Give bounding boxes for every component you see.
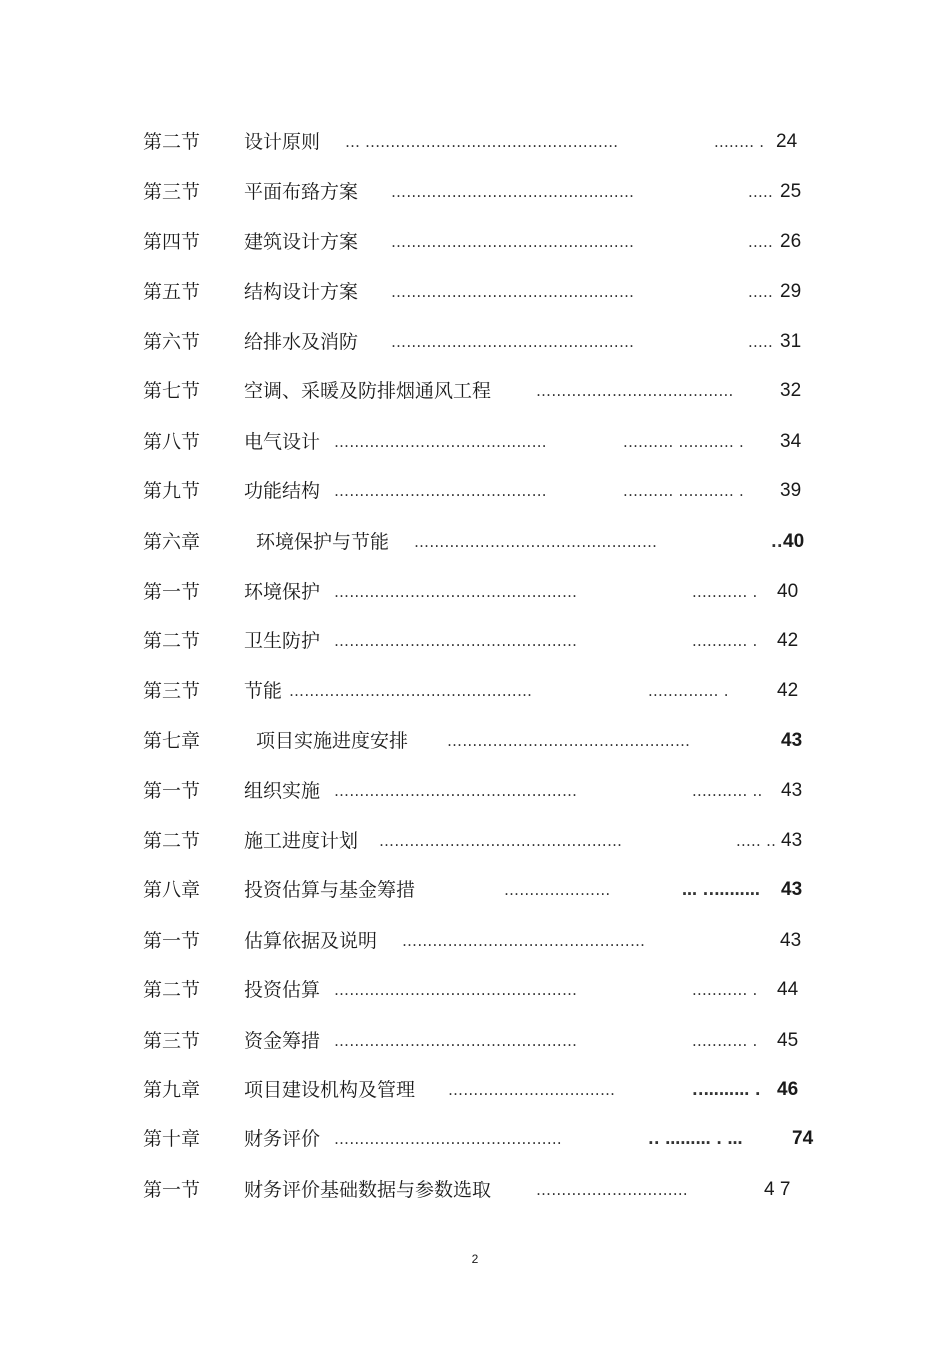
toc-entry-page: 43 <box>781 780 803 801</box>
toc-entry-title: 设计原则 <box>244 131 321 153</box>
toc-entry <box>0 926 950 956</box>
toc-entry-title: 卫生防护 <box>244 630 321 652</box>
toc-entry-label: 第二节 <box>143 830 201 852</box>
toc-entry-title: 平面布臵方案 <box>244 181 359 203</box>
toc-leader-dots: …………………………… <box>448 1081 616 1099</box>
toc-leader-dots: ………………………………………… <box>391 283 635 301</box>
toc-entry-page: 43 <box>781 879 803 900</box>
toc-entry-page: 45 <box>777 1030 799 1051</box>
toc-leader-dots-secondary: … ..……… <box>682 881 761 899</box>
toc-entry-title: 财务评价 <box>244 1128 321 1150</box>
toc-entry-page: 29 <box>780 281 802 302</box>
toc-entry-label: 第六节 <box>143 331 201 353</box>
toc-entry <box>0 975 950 1005</box>
toc-leader-dots: ………………………………………… <box>334 632 578 650</box>
toc-leader-dots-secondary: .……… ..……… . <box>623 433 745 451</box>
toc-leader-dots: ………………………………… <box>536 382 734 400</box>
toc-entry <box>0 227 950 257</box>
toc-entry-page: 43 <box>780 930 802 951</box>
toc-entry-label: 第六章 <box>143 531 201 553</box>
toc-entry-title: 空调、采暖及防排烟通风工程 <box>244 380 492 402</box>
toc-entry <box>0 376 950 406</box>
toc-entry-label: 第一节 <box>143 930 201 952</box>
toc-entry-title: 电气设计 <box>244 431 321 453</box>
toc-leader-dots-secondary: ..……… . <box>692 1032 758 1050</box>
toc-leader-dots: …………………………………… <box>334 482 547 500</box>
toc-chapter-entry <box>0 726 950 756</box>
toc-entry-title: 财务评价基础数据与参数选取 <box>244 1179 492 1201</box>
toc-entry-page: 42 <box>777 680 799 701</box>
toc-entry-title: 估算依据及说明 <box>244 930 378 952</box>
toc-entry-page: 24 <box>776 131 798 152</box>
toc-chapter-entry <box>0 1075 950 1105</box>
toc-leader-dots: … ..………………………………………… <box>345 133 619 151</box>
toc-leader-dots-secondary: ..… <box>748 283 774 301</box>
toc-entry <box>0 327 950 357</box>
toc-entry-label: 第七节 <box>143 380 201 402</box>
toc-leader-dots: ………………………………………… <box>391 183 635 201</box>
toc-entry <box>0 1026 950 1056</box>
toc-entry-label: 第二节 <box>143 131 201 153</box>
toc-entry <box>0 626 950 656</box>
toc-entry-label: 第七章 <box>143 730 201 752</box>
toc-entry-label: 第十章 <box>143 1128 201 1150</box>
toc-leader-dots-secondary: ..………… . <box>648 682 729 700</box>
toc-entry-title: 投资估算 <box>244 979 321 1001</box>
toc-entry-title: 给排水及消防 <box>244 331 359 353</box>
toc-leader-dots-secondary: ..…… . <box>714 133 765 151</box>
toc-entry-page: 43 <box>781 730 803 751</box>
toc-entry-page: 42 <box>777 630 799 651</box>
toc-entry-title: 功能结构 <box>244 480 321 502</box>
toc-leader-dots: ………………………………………… <box>447 732 691 750</box>
toc-entry-page: 43 <box>781 830 803 851</box>
toc-entry-page: 25 <box>780 181 802 202</box>
toc-entry <box>0 127 950 157</box>
toc-leader-dots-secondary: ..……… . <box>692 1081 761 1099</box>
toc-entry-page: 34 <box>780 431 802 452</box>
toc-leader-dots: …………………………………… <box>334 433 547 451</box>
toc-entry <box>0 676 950 706</box>
toc-entry-label: 第二节 <box>143 630 201 652</box>
toc-entry-label: 第四节 <box>143 231 201 253</box>
toc-entry <box>0 577 950 607</box>
toc-entry-page: 26 <box>780 231 802 252</box>
page-number: 2 <box>471 1252 479 1266</box>
toc-entry-page: 4 7 <box>764 1179 791 1200</box>
toc-entry-title: 投资估算与基金筹措 <box>244 879 416 901</box>
toc-leader-dots: ………………………………………… <box>379 832 623 850</box>
toc-leader-dots-secondary: .……… ..……… . <box>623 482 745 500</box>
toc-entry-label: 第三节 <box>143 680 201 702</box>
toc-entry-label: 第八节 <box>143 431 201 453</box>
toc-entry-page: 32 <box>780 380 802 401</box>
toc-leader-dots: ………………………………………… <box>391 233 635 251</box>
toc-entry-title: 结构设计方案 <box>244 281 359 303</box>
toc-entry-label: 第三节 <box>143 1030 201 1052</box>
toc-entry-title: 节能 <box>244 680 283 702</box>
toc-entry-title: 资金筹措 <box>244 1030 321 1052</box>
toc-leader-dots: ………………………………………… <box>334 981 578 999</box>
toc-leader-dots-secondary: ..……… . <box>692 632 758 650</box>
toc-leader-dots-secondary: .. ……… . … <box>648 1130 743 1148</box>
toc-entry-title: 施工进度计划 <box>244 830 359 852</box>
toc-leader-dots: ……………………………………… <box>334 1130 562 1148</box>
toc-entry <box>0 177 950 207</box>
toc-entry-title: 项目实施进度安排 <box>256 730 409 752</box>
toc-leader-dots: ………………………… <box>536 1181 688 1199</box>
toc-leader-dots: ………………………………………… <box>334 1032 578 1050</box>
toc-entry-label: 第一节 <box>143 1179 201 1201</box>
toc-entry <box>0 776 950 806</box>
toc-leader-dots: ………………………………………… <box>391 333 635 351</box>
toc-leader-dots-secondary: ..……… . <box>692 981 758 999</box>
toc-leader-dots-secondary: ..… <box>748 233 774 251</box>
toc-leader-dots-secondary: ..……… . <box>692 583 758 601</box>
toc-chapter-entry <box>0 1124 950 1154</box>
toc-leader-dots-secondary: ..… <box>748 333 774 351</box>
toc-entry-title: 建筑设计方案 <box>244 231 359 253</box>
toc-entry-page: 46 <box>777 1079 799 1100</box>
toc-entry <box>0 826 950 856</box>
toc-entry-label: 第一节 <box>143 780 201 802</box>
toc-chapter-entry <box>0 875 950 905</box>
toc-entry-label: 第九章 <box>143 1079 201 1101</box>
toc-entry-title: 环境保护 <box>244 581 321 603</box>
toc-leader-dots-secondary: ..……… .. <box>692 782 763 800</box>
toc-chapter-entry <box>0 527 950 557</box>
toc-entry <box>0 277 950 307</box>
toc-entry-label: 第一节 <box>143 581 201 603</box>
toc-entry-label: 第三节 <box>143 181 201 203</box>
toc-entry-page: 40 <box>777 581 799 602</box>
toc-entry-label: 第二节 <box>143 979 201 1001</box>
toc-leader-dots: ………………………………………… <box>414 533 658 551</box>
toc-leader-dots-secondary: .. <box>771 533 783 551</box>
toc-leader-dots: ………………… <box>504 881 611 899</box>
toc-entry-label: 第五节 <box>143 281 201 303</box>
toc-entry-page: 44 <box>777 979 799 1000</box>
toc-leader-dots: ………………………………………… <box>402 932 646 950</box>
toc-entry-label: 第九节 <box>143 480 201 502</box>
toc-entry <box>0 476 950 506</box>
toc-leader-dots-secondary: ..… <box>748 183 774 201</box>
toc-leader-dots-secondary: ..… .. <box>736 832 777 850</box>
toc-entry-page: 31 <box>780 331 802 352</box>
toc-entry-title: 组织实施 <box>244 780 321 802</box>
toc-entry <box>0 1175 950 1205</box>
toc-entry-title: 项目建设机构及管理 <box>244 1079 416 1101</box>
toc-entry-page: 39 <box>780 480 802 501</box>
toc-entry <box>0 427 950 457</box>
toc-entry-label: 第八章 <box>143 879 201 901</box>
toc-entry-title: 环境保护与节能 <box>256 531 390 553</box>
toc-entry-page: 40 <box>783 531 805 552</box>
toc-leader-dots: ………………………………………… <box>334 782 578 800</box>
toc-leader-dots: ………………………………………… <box>289 682 533 700</box>
toc-entry-page: 74 <box>792 1128 814 1149</box>
toc-leader-dots: ………………………………………… <box>334 583 578 601</box>
